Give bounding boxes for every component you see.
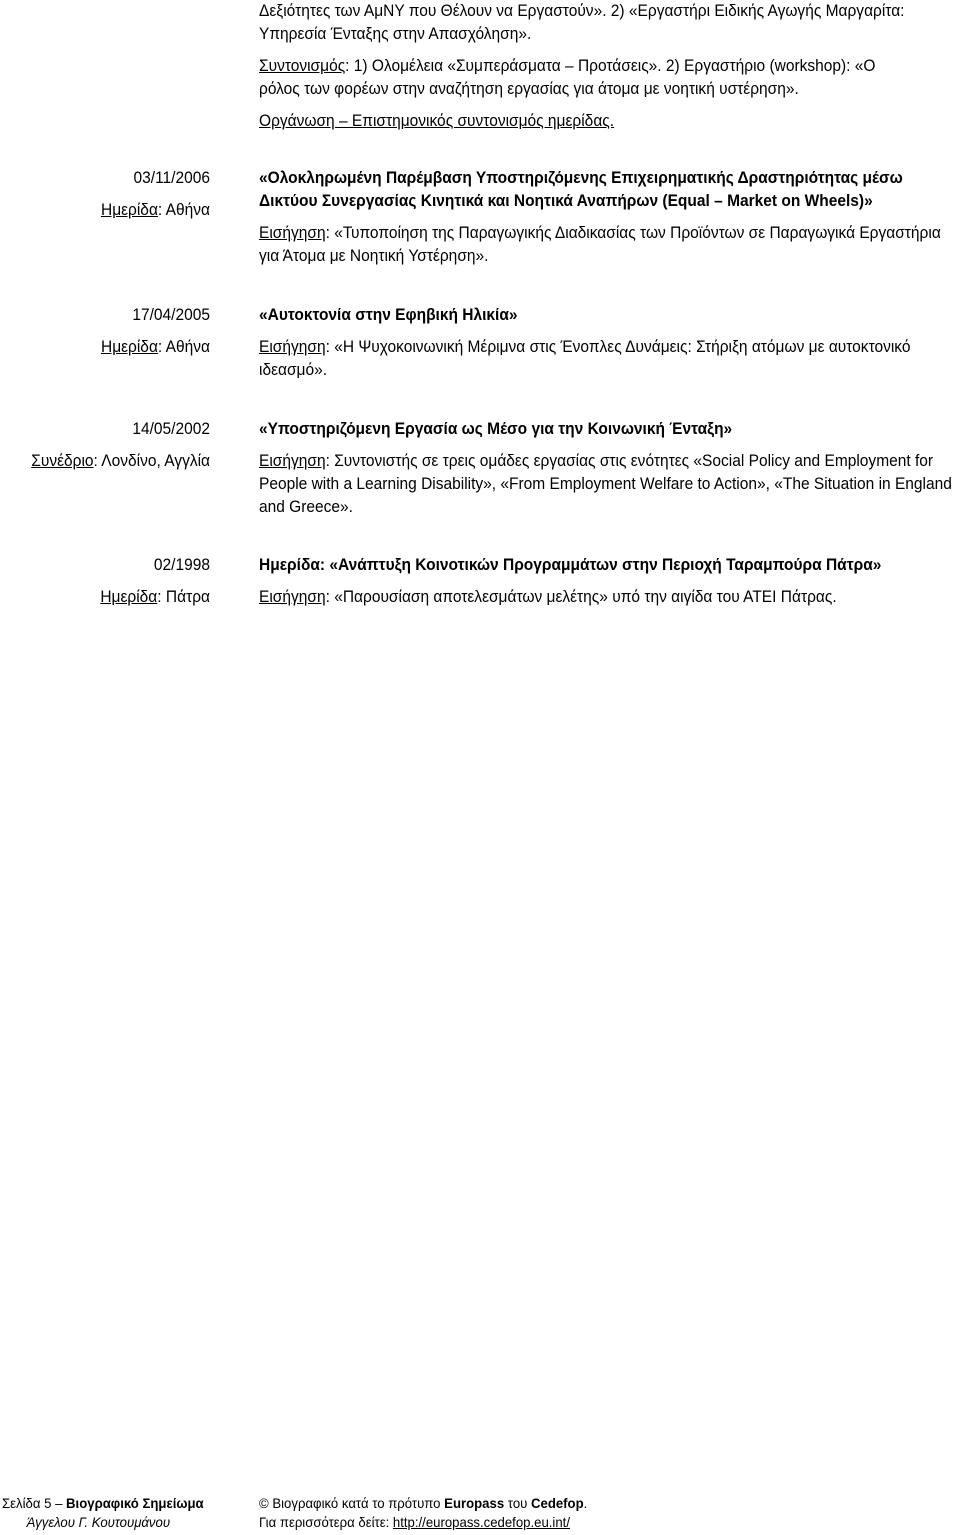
event-details <box>259 304 956 382</box>
text-line: Υπηρεσία Ένταξης στην Απασχόληση». <box>259 25 532 43</box>
event-title: «Αυτοκτονία στην Εφηβική Ηλικία» <box>259 306 518 324</box>
event-details <box>259 167 956 268</box>
talk-text: : «Τυποποίηση της Παραγωγικής Διαδικασίας των Προϊόντων σε Παραγωγικά Εργαστήρια για Άτομα με Νοητική Υστέρηση». <box>259 224 941 265</box>
event-type <box>13 199 210 222</box>
text-line: Δεξιότητες των ΑμΝΥ που Θέλουν να Εργαστούν». 2) «Εργαστήρι Ειδικής Αγωγής Μαργαρίτα: <box>259 2 905 20</box>
talk-text: : «Παρουσίαση αποτελεσμάτων μελέτης» υπό την αιγίδα του ΑΤΕΙ Πάτρας. <box>325 588 837 606</box>
talk-label: Εισήγηση <box>259 338 326 356</box>
page-number: Σελίδα 5 – <box>2 1495 67 1511</box>
event-date: 17/04/2005 <box>132 306 210 324</box>
footer-left <box>2 1494 218 1532</box>
continuation-text <box>259 0 956 133</box>
europass-brand: Europass <box>444 1495 505 1511</box>
footer-author: Άγγελου Γ. Κουτουμάνου <box>26 1514 171 1530</box>
event-type <box>13 336 210 359</box>
event-type-label: Συνέδριο <box>31 452 94 470</box>
event-place: : Πάτρα <box>157 588 210 606</box>
event-title: «Υποστηριζόμενη Εργασία ως Μέσο για την Κοινωνική Ένταξη» <box>259 420 733 438</box>
event-talk <box>259 450 956 519</box>
cedefop-brand: Cedefop <box>530 1495 584 1511</box>
event-meta <box>13 554 210 609</box>
footer-more: Για περισσότερα δείτε: http://europass.cedefop.eu.int/ <box>259 1514 570 1530</box>
event-date: 03/11/2006 <box>133 169 210 187</box>
europass-link[interactable]: http://europass.cedefop.eu.int/ <box>392 1514 570 1530</box>
talk-label: Εισήγηση <box>259 224 326 242</box>
event-place: : Αθήνα <box>157 201 210 219</box>
event-meta <box>13 304 210 359</box>
event-place: : Λονδίνο, Αγγλία <box>93 452 210 470</box>
event-talk <box>259 586 956 609</box>
event-type-label: Ημερίδα <box>100 588 158 606</box>
organization-line: Οργάνωση – Επιστημονικός συντονισμός ημερίδας. <box>259 112 615 130</box>
talk-text: : Συντονιστής σε τρεις ομάδες εργασίας στις ενότητες «Social Policy and Employment for People with a Learning Disability», «From Employment Welfare to Action», «The Situation in England and Greece». <box>259 452 952 516</box>
event-details <box>259 418 956 519</box>
talk-label: Εισήγηση <box>259 588 326 606</box>
event-meta <box>13 167 210 222</box>
event-type-label: Ημερίδα <box>100 201 158 219</box>
document-title: Βιογραφικό Σημείωμα <box>66 1495 204 1511</box>
footer-right <box>259 1494 616 1532</box>
talk-label: Εισήγηση <box>259 452 326 470</box>
coordination-label: Συντονισμός <box>259 57 346 75</box>
event-type <box>13 586 210 609</box>
talk-text: : «Η Ψυχοκοινωνική Μέριμνα στις Ένοπλες Δυνάμεις: Στήριξη ατόμων με αυτοκτονικό ιδεασμό». <box>259 338 911 379</box>
event-title: Ημερίδα: «Ανάπτυξη Κοινοτικών Προγραμμάτων στην Περιοχή Ταραμπούρα Πάτρα» <box>259 556 882 574</box>
event-type-label: Ημερίδα <box>100 338 158 356</box>
event-talk <box>259 222 956 268</box>
event-place: : Αθήνα <box>157 338 210 356</box>
coordination-line: Συντονισμός: 1) Ολομέλεια «Συμπεράσματα – Προτάσεις». 2) Εργαστήριο (workshop): «Ο <box>259 57 876 75</box>
event-title: «Ολοκληρωμένη Παρέμβαση Υποστηριζόμενης Επιχειρηματικής Δραστηριότητας μέσω Δικτύου Συνεργασίας Κινητικά και Νοητικά Αναπήρων (Equal – Market on Wheels)» <box>259 169 903 210</box>
event-date: 14/05/2002 <box>132 420 210 438</box>
event-meta <box>13 418 210 473</box>
event-details <box>259 554 956 609</box>
event-date: 02/1998 <box>153 556 210 574</box>
event-type <box>13 450 210 473</box>
footer-page-line <box>2 1494 218 1513</box>
text-line: ρόλος των φορέων στην αναζήτηση εργασίας για άτομα με νοητική υστέρηση». <box>259 80 799 98</box>
footer-copyright: © Βιογραφικό κατά το πρότυπο Europass του Cedefop. <box>259 1495 588 1511</box>
event-talk <box>259 336 956 382</box>
